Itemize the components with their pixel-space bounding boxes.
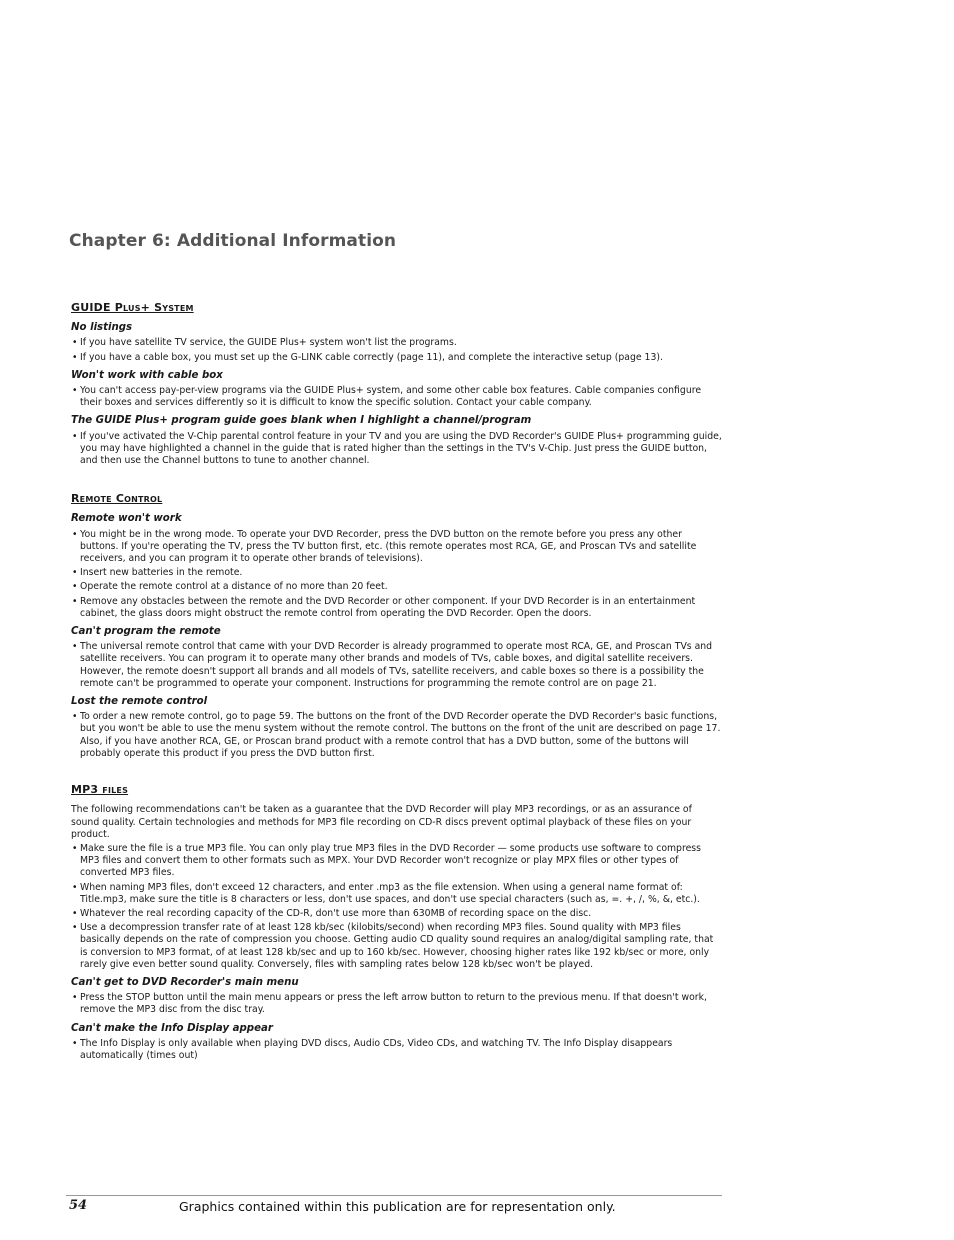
bullet-list xyxy=(71,529,723,620)
bullet-item: • Use a decompression transfer rate of at least 128 kb/sec (kilobits/second) when recording MP3 files. Sound quality with MP3 files basically depends on the rate of compression you choose. Getting audio CD quality sound requires an analog/digital sampling rate, that is conversion to MP3 format, of at least 128 kb/sec and up to 160 kb/sec. However, choosing higher rates like 192 kb/sec or more, only rarely give even better sound quality. Conversely, files with sampling rates below 128 kb/sec won't be played. xyxy=(71,922,723,971)
bullet-item: • When naming MP3 files, don't exceed 12 characters, and enter .mp3 as the file extension. When using a general name format of: Title.mp3, make sure the title is 8 characters or less, don't use spaces, and don't use special characters (such as, =. +, /, %, &, etc.). xyxy=(71,882,723,906)
topic-title: Remote won't work xyxy=(71,513,182,525)
bullet-list xyxy=(71,992,723,1016)
topic-title: Can't make the Info Display appear xyxy=(71,1022,273,1034)
bullet-list xyxy=(71,1038,723,1062)
topic-title: The GUIDE Plus+ program guide goes blank when I highlight a channel/program xyxy=(71,415,532,427)
page-content xyxy=(71,302,723,1086)
bullet-list xyxy=(71,337,723,363)
section-heading: GUIDE Plus+ System xyxy=(71,301,194,314)
section-remote-control xyxy=(71,493,723,760)
bullet-item: • To order a new remote control, go to page 59. The buttons on the front of the DVD Recorder operate the DVD Recorder's basic functions, but you won't be able to use the menu system without the remote control. The buttons on the front of the unit are described on page 17. Also, if you have another RCA, GE, or Proscan brand product with a remote control that has a DVD button, some of the buttons will probably operate this product if you press the DVD button first. xyxy=(71,711,723,760)
bullet-list xyxy=(71,843,723,971)
bullet-item: • You might be in the wrong mode. To operate your DVD Recorder, press the DVD button on the remote before you press any other buttons. If you're operating the TV, press the TV button first, etc. (this remote operates most RCA, GE, and Proscan TVs and satellite receivers, and you can program it to operate other brands of televisions). xyxy=(71,529,723,566)
section-mp3-files xyxy=(71,784,723,1062)
bullet-item: • Press the STOP button until the main menu appears or press the left arrow button to return to the previous menu. If that doesn't work, remove the MP3 disc from the disc tray. xyxy=(71,992,723,1016)
bullet-item: • Operate the remote control at a distance of no more than 20 feet. xyxy=(71,581,723,593)
topic-title: Can't program the remote xyxy=(71,626,221,638)
bullet-item: • If you have satellite TV service, the GUIDE Plus+ system won't list the programs. xyxy=(71,337,723,349)
bullet-item: • You can't access pay-per-view programs via the GUIDE Plus+ system, and some other cable box features. Cable companies configure their boxes and services differently so it is difficult to know the specific solution. Contact your cable company. xyxy=(71,385,723,409)
bullet-item: • If you have a cable box, you must set up the G-LINK cable correctly (page 11), and complete the interactive setup (page 13). xyxy=(71,352,723,364)
intro-paragraph: The following recommendations can't be taken as a guarantee that the DVD Recorder will play MP3 recordings, or as an assurance of sound quality. Certain technologies and methods for MP3 file recording on CD-R discs prevent optimal playback of these files on your product. xyxy=(71,804,692,840)
bullet-item: • Make sure the file is a true MP3 file. You can only play true MP3 files in the DVD Recorder — some products use software to compress MP3 files and convert them to other formats such as MPX. Your DVD Recorder won't recognize or play MPX files or other types of converted MP3 files. xyxy=(71,843,723,880)
bullet-item: • Remove any obstacles between the remote and the DVD Recorder or other component. If your DVD Recorder is in an entertainment cabinet, the glass doors might obstruct the remote control from operating the DVD Recorder. Open the doors. xyxy=(71,596,723,620)
bullet-list xyxy=(71,431,723,468)
footer-note: Graphics contained within this publication are for representation only. xyxy=(179,1199,616,1214)
topic-title: Lost the remote control xyxy=(71,696,208,708)
footer-divider xyxy=(66,1195,722,1196)
section-guide-plus xyxy=(71,302,723,467)
bullet-item: • The universal remote control that came with your DVD Recorder is already programmed to operate most RCA, GE, and Proscan TVs and satellite receivers. You can program it to operate many other brands and models of TVs, cable boxes, and digital satellite receivers. However, the remote doesn't support all brands and all models of TVs, satellite receivers, and cable boxes so there is a possibility the remote can't be programmed to operate your component. Instructions for programming the remote control are on page 21. xyxy=(71,641,723,690)
chapter-title: Chapter 6: Additional Information xyxy=(69,231,397,251)
bullet-item: • The Info Display is only available when playing DVD discs, Audio CDs, Video CDs, and watching TV. The Info Display disappears automatically (times out) xyxy=(71,1038,723,1062)
section-heading: Remote Control xyxy=(71,492,163,506)
bullet-item: • Whatever the real recording capacity of the CD-R, don't use more than 630MB of recording space on the disc. xyxy=(71,908,723,920)
topic-title: No listings xyxy=(71,322,133,334)
section-heading: MP3 files xyxy=(71,783,129,797)
page-number: 54 xyxy=(69,1198,88,1213)
bullet-item: • If you've activated the V-Chip parental control feature in your TV and you are using the DVD Recorder's GUIDE Plus+ programming guide, you may have highlighted a channel in the guide that is rated higher than the settings in the TV's V-Chip. Just press the GUIDE button, and then use the Channel buttons to tune to another channel. xyxy=(71,431,723,468)
bullet-list xyxy=(71,385,723,409)
topic-title: Won't work with cable box xyxy=(71,369,223,381)
bullet-list xyxy=(71,641,723,690)
topic-title: Can't get to DVD Recorder's main menu xyxy=(71,976,299,988)
bullet-list xyxy=(71,711,723,760)
bullet-item: • Insert new batteries in the remote. xyxy=(71,567,723,579)
